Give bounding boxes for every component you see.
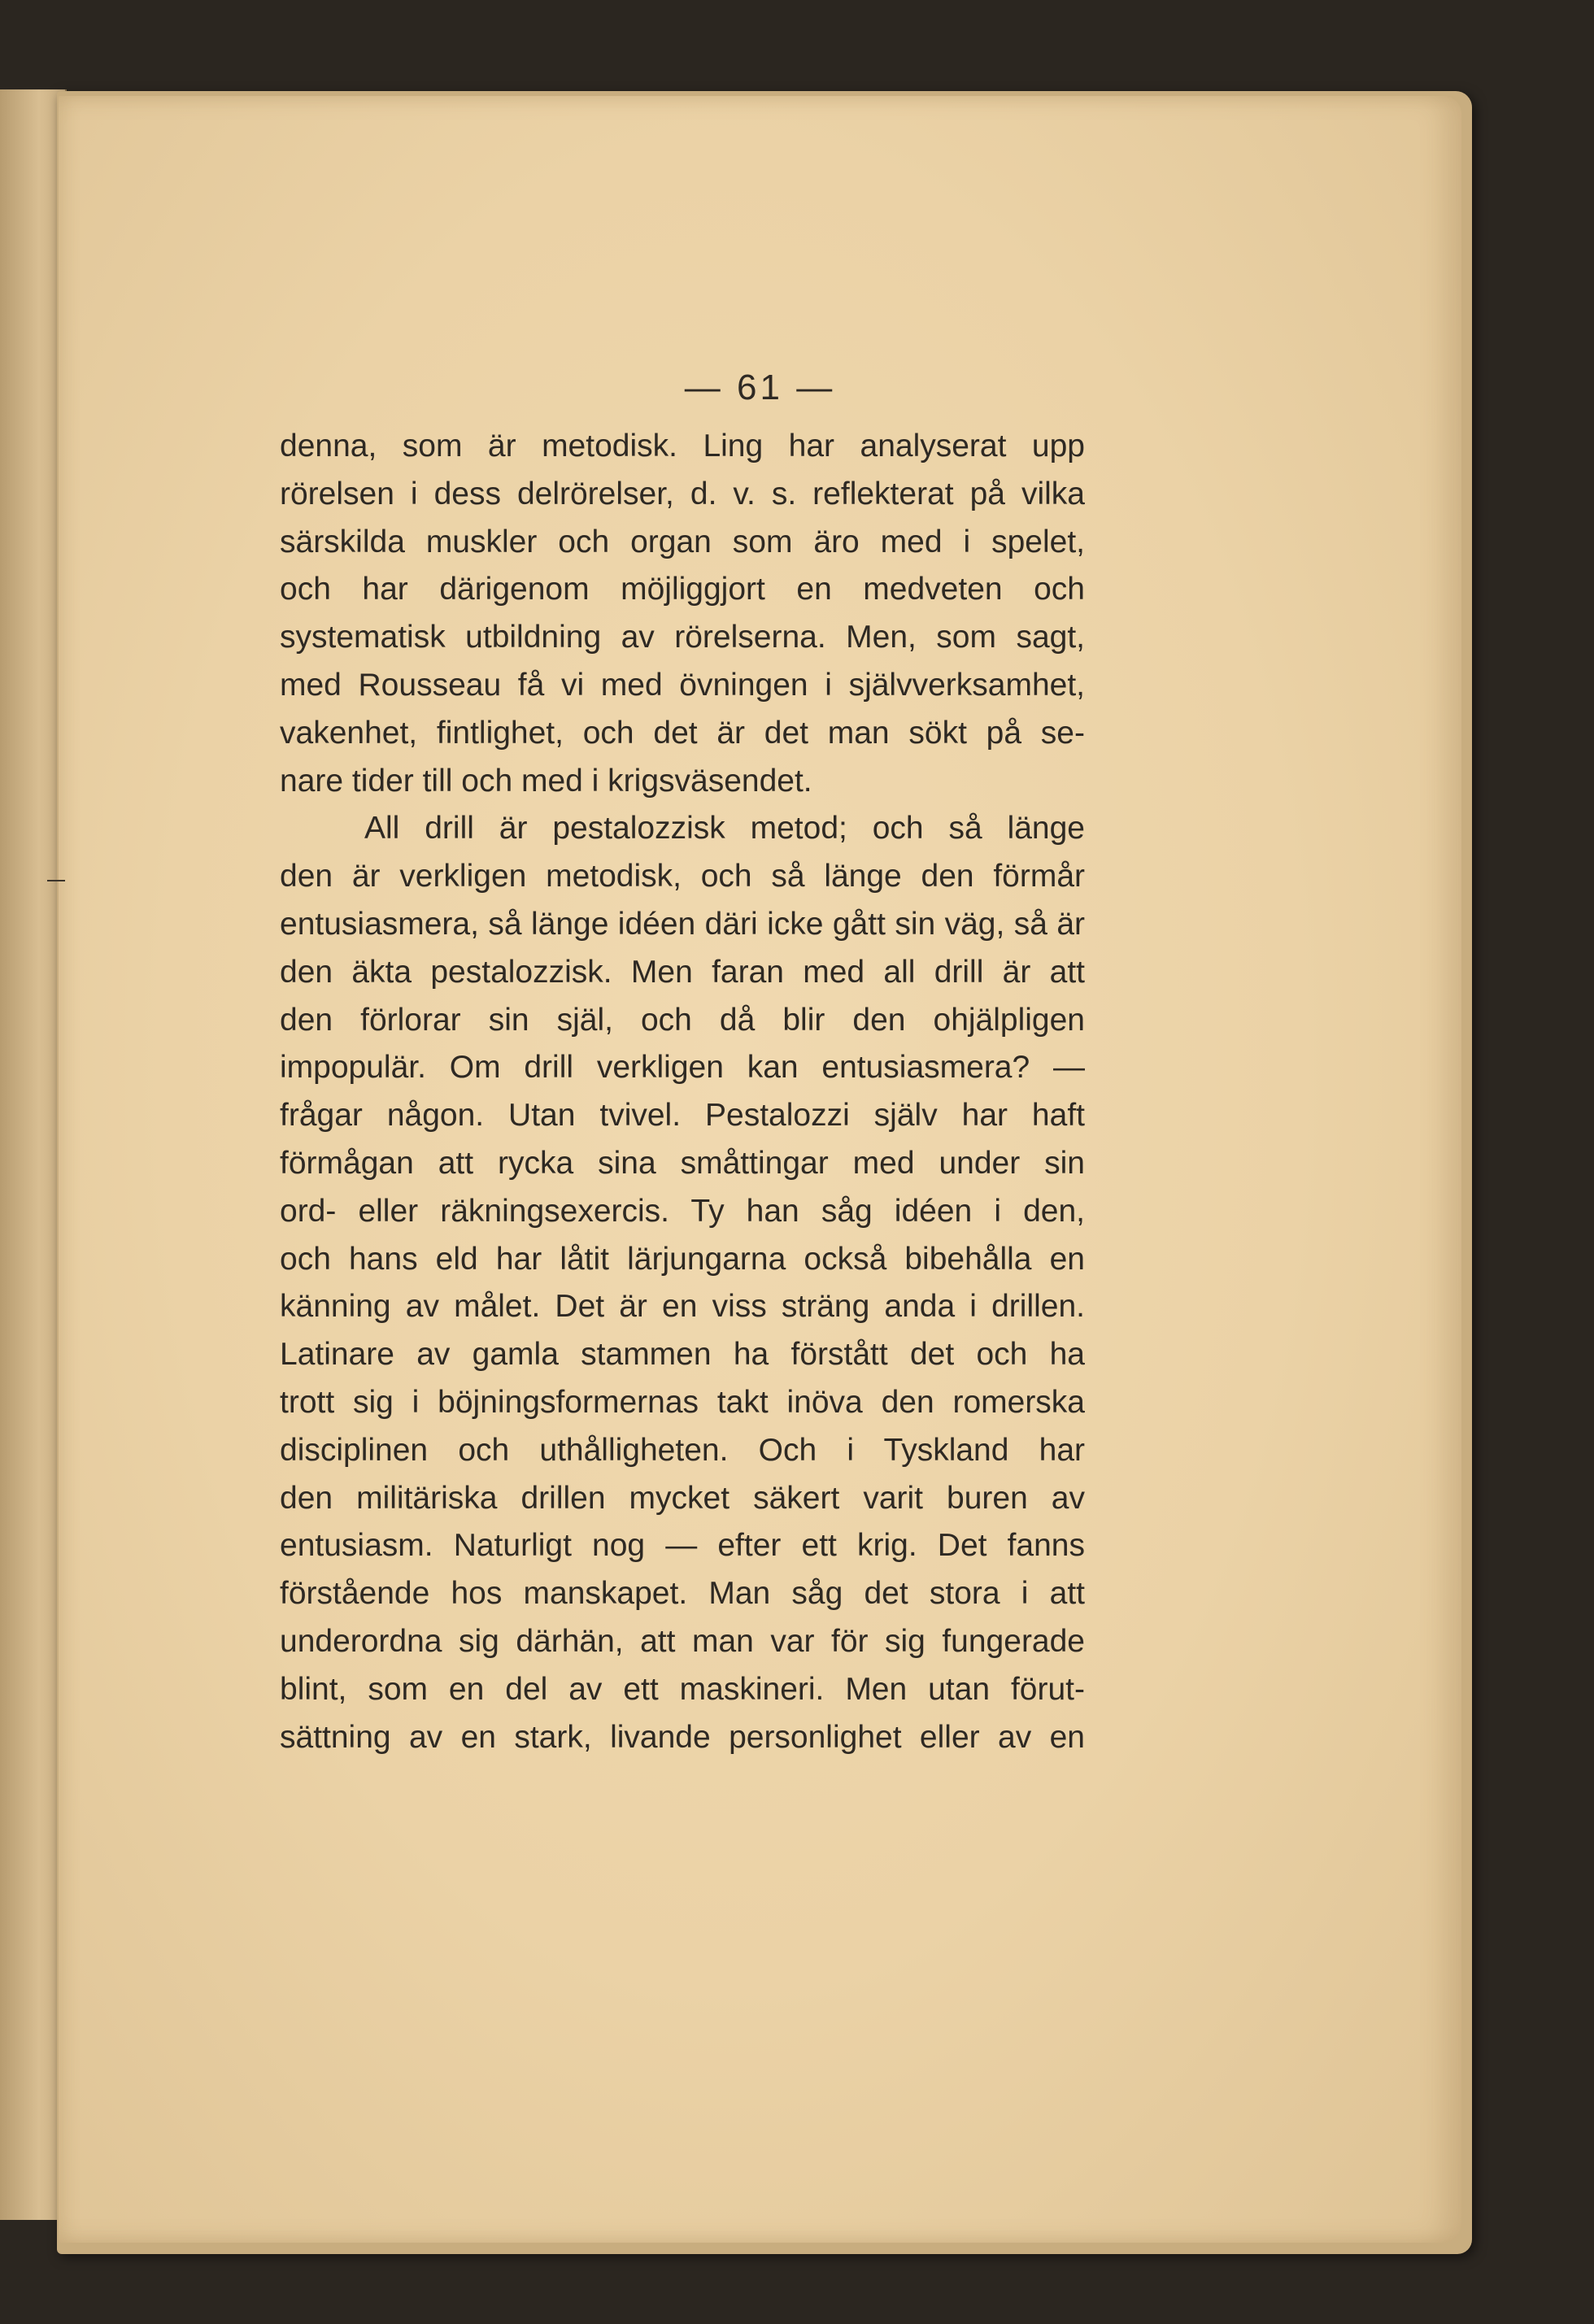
text-line: den förlorar sin själ, och då blir den ohjälpligen [280, 1002, 1085, 1038]
text-line: frågar någon. Utan tvivel. Pestalozzi själv har haft [280, 1098, 1085, 1134]
text-line: blint, som en del av ett maskineri. Men utan förut- [280, 1671, 1085, 1707]
text-line: entusiasm. Naturligt nog — efter ett krig. Det fanns [280, 1528, 1085, 1564]
text-line: förmågan att rycka sina småttingar med under sin [280, 1145, 1085, 1181]
text-line: underordna sig därhän, att man var för sig fungerade [280, 1623, 1085, 1659]
margin-mark [47, 880, 65, 881]
text-line: med Rousseau få vi med övningen i självverksamhet, [280, 667, 1085, 703]
text-line: ord- eller räkningsexercis. Ty han såg idéen i den, [280, 1193, 1085, 1229]
text-line: rörelsen i dess delrörelser, d. v. s. reflekterat på vilka [280, 476, 1085, 511]
text-line: den äkta pestalozzisk. Men faran med all drill är att [280, 954, 1085, 990]
text-line: impopulär. Om drill verkligen kan entusiasmera? — [280, 1050, 1085, 1086]
text-line: nare tider till och med i krigsväsendet. [280, 763, 812, 799]
text-line: vakenhet, fintlighet, och det är det man sökt på se- [280, 715, 1085, 751]
page-text [280, 423, 1085, 1761]
text-line: särskilda muskler och organ som äro med i spelet, [280, 524, 1085, 559]
text-line: trott sig i böjningsformernas takt inöva den romerska [280, 1384, 1085, 1420]
text-line: och hans eld har låtit lärjungarna också bibehålla en [280, 1241, 1085, 1277]
text-line: systematisk utbildning av rörelserna. Men, som sagt, [280, 620, 1085, 655]
text-line: förstående hos manskapet. Man såg det stora i att [280, 1576, 1085, 1612]
text-line: denna, som är metodisk. Ling har analyserat upp [280, 429, 1085, 463]
page-number: — 61 — [684, 368, 836, 407]
text-line: känning av målet. Det är en viss sträng anda i drillen. [280, 1289, 1085, 1325]
text-line: Latinare av gamla stammen ha förstått det och ha [280, 1337, 1085, 1373]
text-line: entusiasmera, så länge idéen däri icke gått sin väg, så är [280, 906, 1085, 942]
text-line: disciplinen och uthålligheten. Och i Tyskland har [280, 1432, 1085, 1468]
text-line: All drill är pestalozzisk metod; och så länge [364, 811, 1085, 846]
text-line: och har därigenom möjliggjort en medveten och [280, 572, 1085, 607]
text-line: den militäriska drillen mycket säkert varit buren av [280, 1480, 1085, 1516]
text-line: den är verkligen metodisk, och så länge den förmår [280, 859, 1085, 894]
text-line: sättning av en stark, livande personlighet eller av en [280, 1719, 1085, 1755]
